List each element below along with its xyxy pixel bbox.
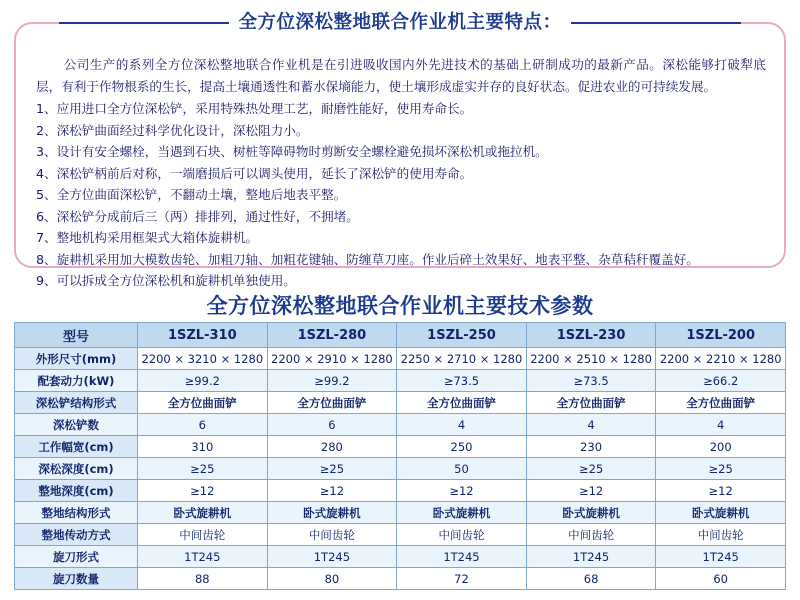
feature-item-1: 1、应用进口全方位深松铲，采用特殊热处理工艺，耐磨性能好，使用寿命长。 [36,101,473,116]
table-header-cell-model: 1SZL-230 [526,323,656,348]
table-cell: ≥99.2 [267,370,397,392]
features-title: 全方位深松整地联合作业机主要特点： [229,10,570,36]
table-header-cell-model: 1SZL-310 [138,323,268,348]
feature-item-7: 7、整地机构采用框架式大箱体旋耕机。 [36,230,259,245]
table-cell: 200 [656,436,786,458]
table-cell: 6 [138,414,268,436]
table-row-label: 旋刀形式 [15,546,138,568]
table-header-cell-model: 1SZL-250 [397,323,527,348]
table-row [15,502,786,524]
table-row [15,524,786,546]
table-row-label: 深松深度(cm) [15,458,138,480]
table-row [15,480,786,502]
feature-item-2: 2、深松铲曲面经过科学优化设计，深松阻力小。 [36,122,309,138]
table-cell: ≥25 [138,458,268,480]
table-row-label: 外形尺寸(mm) [15,348,138,370]
table-cell: 230 [526,436,656,458]
table-cell: 4 [656,414,786,436]
title-rule-right [571,22,741,24]
table-row [15,348,786,370]
table-row-label: 旋刀数量 [15,568,138,590]
table-cell: 2200 × 2510 × 1280 [526,348,656,370]
table-cell: ≥12 [526,480,656,502]
table-cell: 4 [397,414,527,436]
table-cell: 卧式旋耕机 [526,502,656,524]
table-row [15,392,786,414]
table-cell: 1T245 [138,546,268,568]
table-row [15,414,786,436]
table-cell: 6 [267,414,397,436]
table-cell: 2250 × 2710 × 1280 [397,348,527,370]
table-cell: 卧式旋耕机 [656,502,786,524]
table-row [15,370,786,392]
table-cell: 中间齿轮 [526,524,656,546]
specs-table [14,322,786,590]
table-cell: 中间齿轮 [138,524,268,546]
table-cell: 2200 × 3210 × 1280 [138,348,268,370]
specs-table-container [14,322,786,590]
table-row-label: 配套动力(kW) [15,370,138,392]
table-cell: 4 [526,414,656,436]
table-cell: ≥12 [656,480,786,502]
table-cell: ≥73.5 [397,370,527,392]
table-cell: 卧式旋耕机 [397,502,527,524]
table-cell: 72 [397,568,527,590]
table-row [15,458,786,480]
table-cell: 1T245 [267,546,397,568]
table-cell: 68 [526,568,656,590]
table-cell: 310 [138,436,268,458]
table-cell: 60 [656,568,786,590]
table-cell: ≥12 [397,480,527,502]
table-cell: 全方位曲面铲 [526,392,656,414]
table-cell: ≥12 [138,480,268,502]
table-row-label: 整地传动方式 [15,524,138,546]
feature-item-5: 5、全方位曲面深松铲，不翻动土壤，整地后地表平整。 [36,187,347,202]
table-row [15,546,786,568]
features-body [36,54,766,292]
table-cell: 中间齿轮 [397,524,527,546]
table-cell: ≥25 [267,458,397,480]
table-cell: 卧式旋耕机 [138,502,268,524]
table-cell: 88 [138,568,268,590]
table-cell: ≥73.5 [526,370,656,392]
table-header-cell-label: 型号 [15,323,138,348]
table-cell: 中间齿轮 [267,524,397,546]
table-cell: 卧式旋耕机 [267,502,397,524]
table-cell: 全方位曲面铲 [397,392,527,414]
table-cell: ≥12 [267,480,397,502]
table-cell: 1T245 [397,546,527,568]
table-cell: ≥66.2 [656,370,786,392]
table-cell: 50 [397,458,527,480]
feature-item-6: 6、深松铲分成前后三（两）排排列，通过性好，不拥堵。 [36,208,359,224]
feature-item-3: 3、设计有安全螺栓，当遇到石块、树桩等障碍物时剪断安全螺栓避免损坏深松机或拖拉机。 [36,144,548,159]
table-cell: 2200 × 2910 × 1280 [267,348,397,370]
table-cell: 280 [267,436,397,458]
specs-title: 全方位深松整地联合作业机主要技术参数 [206,294,594,318]
table-cell: 中间齿轮 [656,524,786,546]
table-row [15,436,786,458]
table-row-label: 整地结构形式 [15,502,138,524]
table-cell: ≥99.2 [138,370,268,392]
table-cell: 全方位曲面铲 [138,392,268,414]
table-cell: 全方位曲面铲 [656,392,786,414]
table-header-cell-model: 1SZL-200 [656,323,786,348]
table-row-label: 深松铲数 [15,414,138,436]
table-cell: 全方位曲面铲 [267,392,397,414]
table-cell: ≥25 [526,458,656,480]
table-cell: 1T245 [526,546,656,568]
features-title-bar [16,10,784,36]
table-row [15,568,786,590]
feature-item-8: 8、旋耕机采用加大模数齿轮、加粗刀轴、加粗花键轴、防缠草刀座。作业后碎土效果好、地表平整、杂草秸秆覆盖好。 [36,251,699,267]
table-cell: 80 [267,568,397,590]
features-intro: 公司生产的系列全方位深松整地联合作业机是在引进吸收国内外先进技术的基础上研制成功的最新产品。深松能够打破犁底层，有利于作物根系的生长，提高土壤通透性和蓄水保墒能力，使土壤形成虚实并存的良好状态。促进农业的可持续发展。 [36,57,766,94]
table-row-label: 工作幅宽(cm) [15,436,138,458]
table-cell: 250 [397,436,527,458]
feature-item-4: 4、深松铲柄前后对称，一端磨损后可以调头使用，延长了深松铲的使用寿命。 [36,165,473,181]
table-cell: 2200 × 2210 × 1280 [656,348,786,370]
title-rule-left [59,22,229,24]
table-row-label: 整地深度(cm) [15,480,138,502]
table-row-label: 深松铲结构形式 [15,392,138,414]
table-cell: 1T245 [656,546,786,568]
table-header-row [15,323,786,348]
table-header-cell-model: 1SZL-280 [267,323,397,348]
features-panel [14,12,786,288]
feature-item-9: 9、可以拆成全方位深松机和旋耕机单独使用。 [36,273,296,288]
table-cell: ≥25 [656,458,786,480]
